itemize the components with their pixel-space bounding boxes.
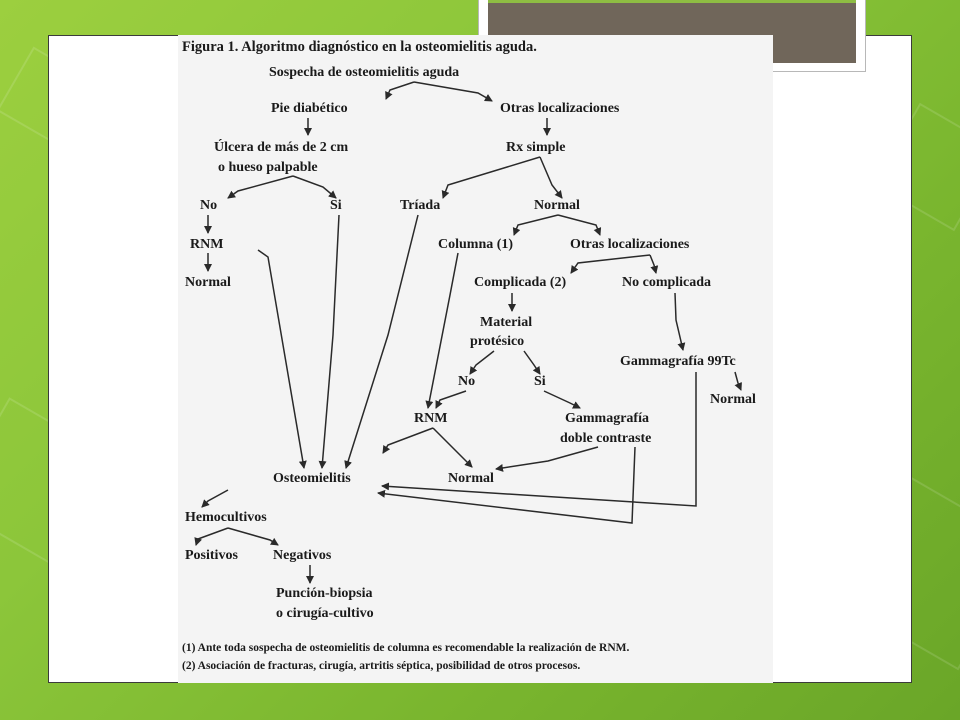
arrow-normal-columna: [514, 215, 558, 235]
node-no-2: No: [458, 374, 476, 389]
node-normal-2: Normal: [448, 471, 494, 486]
node-no-complicada: No complicada: [622, 275, 712, 290]
node-sospecha: Sospecha de osteomielitis aguda: [269, 65, 460, 80]
arrow-triada-osteo: [346, 215, 418, 468]
node-hemocultivos: Hemocultivos: [185, 510, 267, 525]
node-columna: Columna (1): [438, 237, 514, 252]
node-ulcera-line2: o hueso palpable: [218, 160, 318, 175]
node-osteomielitis: Osteomielitis: [273, 471, 351, 486]
arrow-rx-normal: [540, 157, 562, 198]
arrow-hemo-positivos: [196, 528, 228, 545]
arrow-gammadoble-normal: [496, 447, 598, 469]
arrow-sospecha-pie: [386, 82, 414, 99]
node-no-1: No: [200, 198, 218, 213]
node-si-1: Si: [330, 198, 342, 213]
arrow-hemo-negativos: [228, 528, 278, 545]
node-positivos: Positivos: [185, 548, 238, 563]
node-otras-localizaciones-1: Otras localizaciones: [500, 101, 620, 116]
arrow-nocomplicada-gamma99: [675, 293, 683, 350]
node-puncion-line2: o cirugía-cultivo: [276, 606, 374, 621]
arrow-gamma99-normal: [735, 372, 741, 390]
arrow-otras-nocomplicada: [650, 255, 656, 273]
arrow-no-rnm2: [436, 391, 466, 408]
node-gammagrafia-99tc: Gammagrafía 99Tc: [620, 354, 736, 369]
arrow-ulcera-si: [293, 176, 336, 198]
node-complicada: Complicada (2): [474, 275, 567, 290]
node-triada: Tríada: [400, 198, 441, 213]
node-normal-1: Normal: [185, 275, 231, 290]
diagnostic-algorithm-figure: [178, 35, 773, 683]
arrow-rnm2-osteo: [383, 428, 433, 453]
figure-title: Figura 1. Algoritmo diagnóstico en la osteomielitis aguda.: [182, 39, 537, 55]
node-material-line2: protésico: [470, 334, 525, 349]
arrow-rx-triada: [443, 157, 540, 198]
node-normal-rx: Normal: [534, 198, 580, 213]
arrow-osteo-hemocultivos: [202, 490, 228, 507]
footnote-1: (1) Ante toda sospecha de osteomielitis de columna es recomendable la realización de RNM.: [182, 642, 630, 654]
node-rx-simple: Rx simple: [506, 140, 566, 155]
arrow-rnm2-normal: [433, 428, 472, 467]
flowchart-svg: [178, 35, 773, 683]
arrow-si-osteo: [322, 215, 339, 468]
arrow-material-no: [470, 351, 494, 374]
node-otras-localizaciones-2: Otras localizaciones: [570, 237, 690, 252]
node-rnm-1: RNM: [190, 237, 224, 252]
arrow-normal-otras: [558, 215, 600, 235]
node-negativos: Negativos: [273, 548, 332, 563]
node-ulcera-line1: Úlcera de más de 2 cm: [214, 140, 349, 155]
arrow-gammadoble-osteo: [378, 447, 635, 523]
node-si-2: Si: [534, 374, 546, 389]
node-gammagrafia-doble-line2: doble contraste: [560, 431, 652, 446]
arrow-rnm1-osteo: [258, 250, 304, 468]
arrow-columna-rnm: [428, 253, 458, 408]
arrow-ulcera-no: [228, 176, 293, 198]
node-pie-diabetico: Pie diabético: [271, 101, 348, 116]
arrow-sospecha-otras: [414, 82, 492, 101]
node-normal-gamma: Normal: [710, 392, 756, 407]
footnote-2: (2) Asociación de fracturas, cirugía, artritis séptica, posibilidad de otros procesos.: [182, 660, 581, 672]
node-gammagrafia-doble-line1: Gammagrafía: [565, 411, 649, 426]
arrow-si-gammadoble: [544, 391, 580, 408]
node-puncion-line1: Punción-biopsia: [276, 586, 373, 601]
node-rnm-2: RNM: [414, 411, 448, 426]
node-material-line1: Material: [480, 315, 533, 330]
arrow-otras-complicada: [571, 255, 650, 273]
arrow-material-si: [524, 351, 540, 374]
